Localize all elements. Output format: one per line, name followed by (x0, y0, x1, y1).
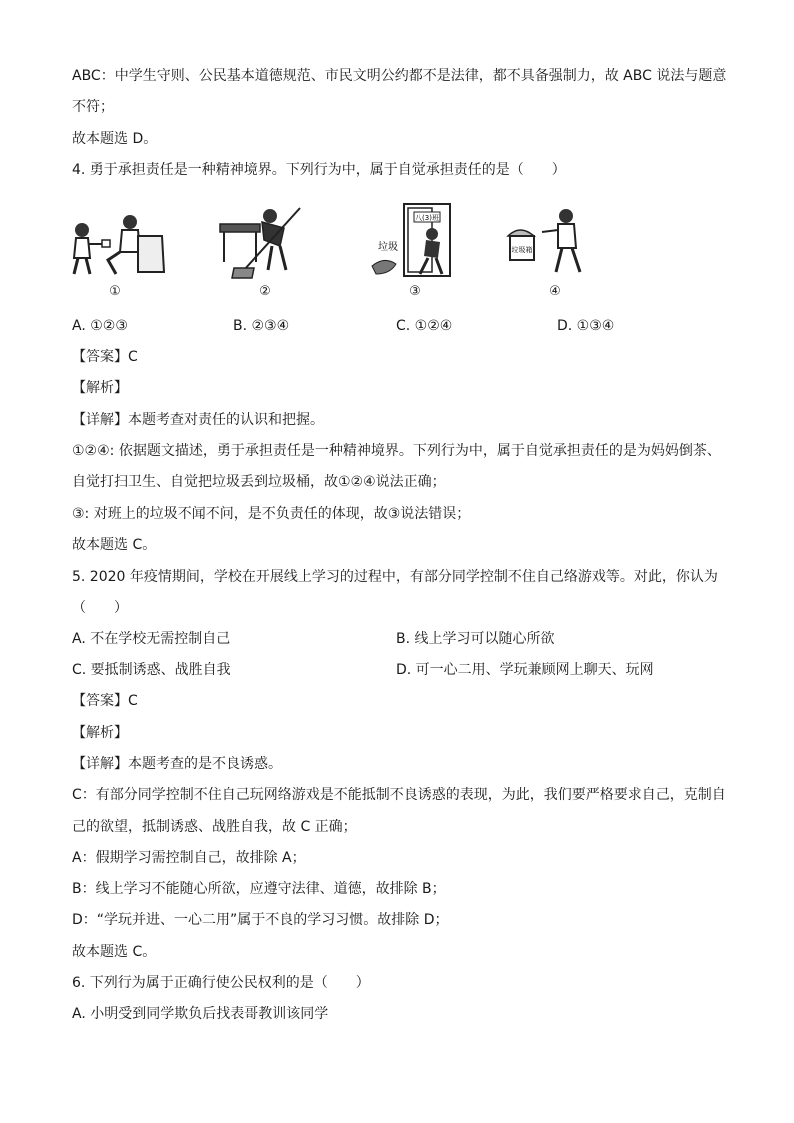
detail-line: 【详解】本题考查对责任的认识和把握。 (72, 412, 324, 428)
picture-1 (60, 200, 170, 300)
picture-number: ② (259, 284, 271, 299)
option-c: C. 要抵制诱惑、战胜自我 (72, 662, 231, 678)
option-d: D. ①③④ (557, 318, 615, 334)
question-6-stem: 6. 下列行为属于正确行使公民权利的是（ ） (72, 975, 370, 991)
question-4-stem: 4. 勇于承担责任是一种精神境界。下列行为中，属于自觉承担责任的是（ ） (72, 162, 566, 178)
option-b: B. ②③④ (233, 318, 290, 334)
answer-label: 【答案】 (72, 693, 128, 709)
option-a: A. ①②③ (72, 318, 128, 334)
answer-line (72, 691, 138, 711)
option-c: C. ①②④ (396, 318, 453, 334)
text-line: ABC：中学生守则、公民基本道德规范、市民文明公约都不是法律，都不具备强制力，故 ABC 说法与题意 (72, 68, 727, 84)
conclusion-line: 故本题选 C。 (72, 537, 157, 553)
answer-value: C (128, 693, 138, 709)
explanation-line: C：有部分同学控制不住自己玩网络游戏是不能抵制不良诱惑的表现，为此，我们要严格要求自己，克制自 (72, 787, 726, 803)
picture-number: ④ (549, 284, 561, 299)
option-d: D. 可一心二用、学玩兼顾网上聊天、玩网 (396, 662, 654, 678)
picture-number: ① (109, 284, 121, 299)
answer-value: C (128, 349, 138, 365)
answer-line (72, 347, 138, 367)
explanation-line: 己的欲望，抵制诱惑、战胜自我，故 C 正确； (72, 819, 357, 835)
explanation-line: ①②④: 依据题文描述，勇于承担责任是一种精神境界。下列行为中，属于自觉承担责任的是为妈妈倒茶、 (72, 443, 721, 459)
picture-2 (210, 200, 320, 300)
explanation-line: ③: 对班上的垃圾不闻不问，是不负责任的体现，故③说法错误； (72, 506, 471, 522)
picture-3 (360, 200, 470, 300)
explanation-line: 自觉打扫卫生、自觉把垃圾丢到垃圾桶，故①②④说法正确； (72, 474, 446, 490)
explanation-line: A：假期学习需控制自己，故排除 A； (72, 850, 306, 866)
question-5-stem-cont: （ ） (72, 600, 128, 616)
child-throwing-trash-icon (500, 200, 610, 284)
option-b: B. 线上学习可以随心所欲 (396, 631, 555, 647)
question-4-pictures (60, 200, 620, 300)
student-ignoring-trash-icon (360, 200, 470, 284)
class-sign-text: 八(3)班 (415, 214, 439, 222)
picture-4 (500, 200, 610, 300)
explanation-line: B：线上学习不能随心所欲，应遵守法律、道德，故排除 B； (72, 881, 446, 897)
detail-line: 【详解】本题考查的是不良诱惑。 (72, 756, 282, 772)
conclusion-line: 故本题选 C。 (72, 944, 157, 960)
option-a: A. 小明受到同学欺负后找表哥教训该同学 (72, 1006, 329, 1022)
answer-label: 【答案】 (72, 349, 128, 365)
text-line: 不符； (72, 99, 114, 115)
picture-number: ③ (409, 284, 421, 299)
child-sweeping-icon (210, 200, 320, 284)
option-a: A. 不在学校无需控制自己 (72, 631, 231, 647)
explanation-line: D：“学玩并进、一心二用”属于不良的学习习惯。故排除 D； (72, 912, 449, 928)
analysis-label: 【解析】 (72, 725, 128, 741)
trash-bin-text: 垃圾箱 (511, 246, 533, 254)
analysis-label: 【解析】 (72, 380, 128, 396)
child-serving-tea-icon (60, 200, 170, 284)
trash-label-text: 垃圾 (378, 242, 398, 253)
conclusion-line: 故本题选 D。 (72, 131, 158, 147)
question-5-stem: 5. 2020 年疫情期间，学校在开展线上学习的过程中，有部分同学控制不住自己络游戏等。对此，你认为 (72, 569, 718, 585)
